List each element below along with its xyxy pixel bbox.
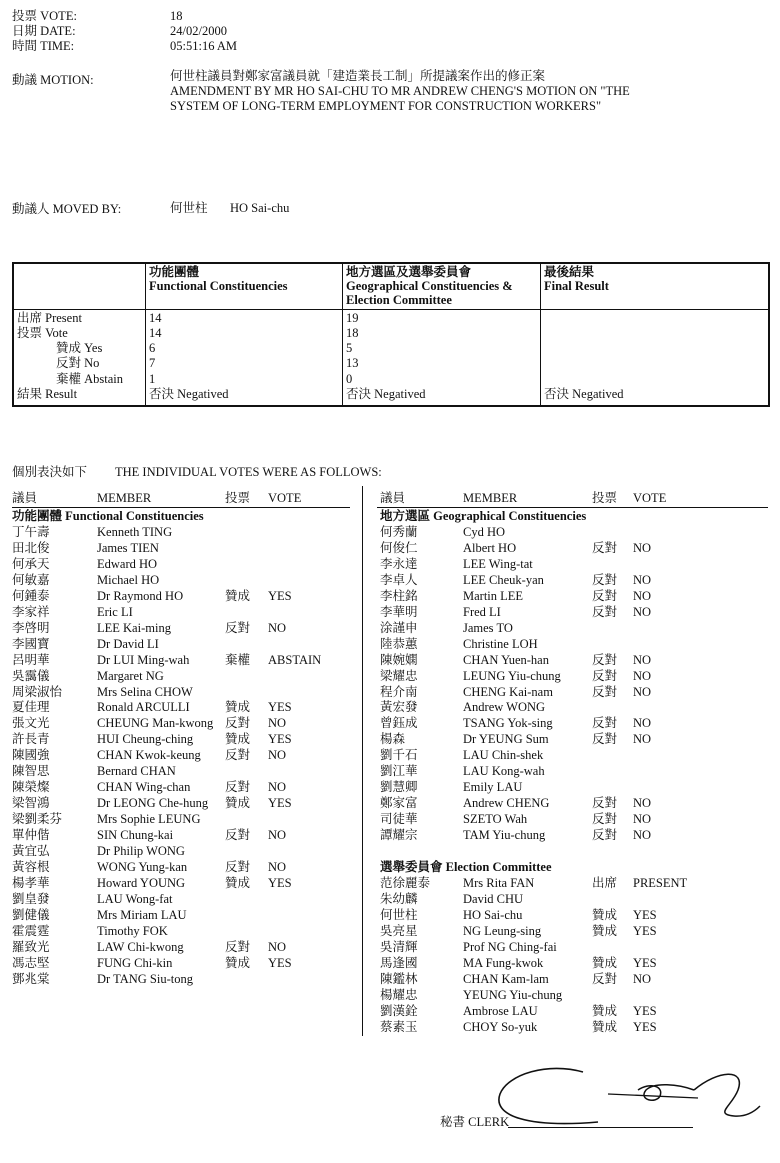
member-name-en: CHEUNG Man-kwong <box>97 716 214 731</box>
vote-en: YES <box>268 875 292 890</box>
member-name-en: YEUNG Yiu-chung <box>463 987 563 1002</box>
functional-abstain: 1 <box>149 372 156 386</box>
geo-abstain: 0 <box>346 372 353 386</box>
vote-en: NO <box>633 828 652 843</box>
vote-number-value: 18 <box>170 9 183 23</box>
vote-en: NO <box>633 684 652 699</box>
functional-header-en: Functional Constituencies <box>149 279 288 293</box>
row-label-yes: 贊成 Yes <box>56 341 103 355</box>
vote-en: NO <box>268 748 287 763</box>
member-name-zh: 陸恭蕙 <box>380 636 418 651</box>
member-name-zh: 涂謹申 <box>380 620 418 635</box>
member-name-zh: 梁智鴻 <box>12 796 50 811</box>
vote-en: NO <box>633 652 652 667</box>
vote-en: ABSTAIN <box>268 652 322 667</box>
member-name-zh: 黃容根 <box>12 859 50 874</box>
geo-header-en-line1: Geographical Constituencies & <box>346 279 513 293</box>
member-name-zh: 陳鑑林 <box>380 971 418 986</box>
member-name-zh: 黃宏發 <box>380 700 418 715</box>
member-name-zh: 吳靄儀 <box>12 668 50 683</box>
member-name-en: Albert HO <box>463 540 517 555</box>
member-name-zh: 范徐麗泰 <box>380 876 431 890</box>
member-name-zh: 蔡素玉 <box>380 1019 418 1034</box>
member-name-en: TAM Yiu-chung <box>463 828 546 843</box>
date-label: 日期 DATE: <box>12 24 76 38</box>
member-name-zh: 單仲偕 <box>12 828 50 843</box>
member-name-zh: 陳婉嫻 <box>380 652 418 667</box>
member-name-zh: 霍震霆 <box>12 923 50 938</box>
member-name-zh: 李永達 <box>380 556 418 571</box>
member-name-en: Michael HO <box>97 572 160 587</box>
time-value: 05:51:16 AM <box>170 39 238 53</box>
vote-en: YES <box>268 588 292 603</box>
vote-zh: 反對 <box>592 540 618 555</box>
member-name-en: Margaret NG <box>97 668 164 683</box>
member-name-en: Cyd HO <box>463 525 506 539</box>
vote-zh: 反對 <box>592 732 618 747</box>
member-name-zh: 呂明華 <box>12 652 50 667</box>
member-name-en: Howard YOUNG <box>97 875 186 890</box>
vote-zh: 反對 <box>592 971 618 986</box>
vote-zh: 反對 <box>225 620 251 635</box>
member-name-zh: 羅致光 <box>12 939 50 954</box>
member-name-en: Edward HO <box>97 556 158 571</box>
member-name-en: Fred LI <box>463 604 501 619</box>
clerk-signature-line <box>508 1127 693 1128</box>
vote-zh: 贊成 <box>225 796 251 811</box>
vote-en: NO <box>633 572 652 587</box>
member-name-en: Kenneth TING <box>97 525 173 539</box>
vote-zh: 反對 <box>225 780 251 795</box>
member-name-en: Bernard CHAN <box>97 764 176 779</box>
member-name-en: LAW Chi-kwong <box>97 939 184 954</box>
vote-en: NO <box>633 716 652 731</box>
member-name-en: CHAN Wing-chan <box>97 780 191 795</box>
member-name-zh: 何俊仁 <box>380 540 418 555</box>
vote-en: NO <box>633 812 652 827</box>
member-name-en: Mrs Rita FAN <box>463 876 535 890</box>
vote-zh: 反對 <box>592 668 618 683</box>
member-name-zh: 馮志堅 <box>12 955 50 970</box>
left-header-vote-en: VOTE <box>268 491 302 505</box>
vote-en: NO <box>268 780 287 795</box>
member-name-zh: 劉千石 <box>380 748 418 763</box>
member-name-en: Dr TANG Siu-tong <box>97 971 193 986</box>
vote-en: YES <box>268 955 292 970</box>
member-name-en: Mrs Miriam LAU <box>97 907 187 922</box>
vote-en: NO <box>268 828 287 843</box>
individual-votes-title-en: THE INDIVIDUAL VOTES WERE AS FOLLOWS: <box>115 465 382 479</box>
ec-section-heading: 選舉委員會 Election Committee <box>380 860 552 874</box>
member-name-zh: 何承天 <box>12 556 50 571</box>
vote-zh: 反對 <box>592 684 618 699</box>
member-name-zh: 曾鈺成 <box>380 716 418 731</box>
vote-zh: 反對 <box>225 716 251 731</box>
member-name-en: LAU Chin-shek <box>463 748 544 763</box>
vote-zh: 反對 <box>592 812 618 827</box>
vote-en: NO <box>268 939 287 954</box>
member-name-zh: 夏佳理 <box>12 700 50 715</box>
member-name-zh: 劉江華 <box>380 764 418 779</box>
member-name-zh: 司徒華 <box>380 812 418 827</box>
vote-zh: 贊成 <box>225 588 251 603</box>
vote-zh: 反對 <box>225 939 251 954</box>
member-name-en: CHENG Kai-nam <box>463 684 553 699</box>
member-name-zh: 譚耀宗 <box>380 828 418 843</box>
row-label-result: 結果 Result <box>17 387 78 401</box>
vote-zh: 反對 <box>592 588 618 603</box>
member-name-zh: 何世柱 <box>380 907 418 922</box>
geo-yes: 5 <box>346 341 353 355</box>
row-label-no: 反對 No <box>56 356 100 370</box>
right-header-member-en: MEMBER <box>463 491 518 505</box>
motion-title-en-line2: SYSTEM OF LONG-TERM EMPLOYMENT FOR CONSTRUCTION WORKERS" <box>170 99 602 113</box>
functional-yes: 6 <box>149 341 156 355</box>
moved-by-en: HO Sai-chu <box>230 201 290 215</box>
member-name-en: CHOY So-yuk <box>463 1019 538 1034</box>
geo-header-en-line2: Election Committee <box>346 293 452 307</box>
vote-zh: 反對 <box>592 796 618 811</box>
vote-zh: 反對 <box>225 748 251 763</box>
vote-en: NO <box>633 604 652 619</box>
vote-zh: 反對 <box>225 828 251 843</box>
final-header-zh: 最後結果 <box>544 265 595 279</box>
final-result: 否決 Negatived <box>544 387 624 401</box>
member-name-en: Dr YEUNG Sum <box>463 732 549 747</box>
member-name-en: CHAN Kam-lam <box>463 971 549 986</box>
geo-section-heading: 地方選區 Geographical Constituencies <box>380 509 587 523</box>
member-name-zh: 梁耀忠 <box>380 668 418 683</box>
functional-vote: 14 <box>149 326 162 340</box>
vote-en: NO <box>633 796 652 811</box>
member-name-zh: 吳亮星 <box>380 923 418 938</box>
member-name-en: HO Sai-chu <box>463 907 523 922</box>
vote-en: NO <box>268 859 287 874</box>
member-name-en: WONG Yung-kan <box>97 859 188 874</box>
member-name-en: Eric LI <box>97 604 133 619</box>
member-name-zh: 李柱銘 <box>380 588 418 603</box>
motion-title-zh: 何世柱議員對鄭家富議員就「建造業長工制」所提議案作出的修正案 <box>170 69 546 83</box>
member-name-zh: 許長青 <box>12 732 50 747</box>
member-name-zh: 朱幼麟 <box>380 891 418 906</box>
geo-vote: 18 <box>346 326 359 340</box>
functional-no: 7 <box>149 356 156 370</box>
vote-en: YES <box>633 907 657 922</box>
member-name-zh: 黃宜弘 <box>12 844 50 858</box>
date-value: 24/02/2000 <box>170 24 227 38</box>
time-label: 時間 TIME: <box>12 39 75 53</box>
vote-en: NO <box>633 540 652 555</box>
member-name-en: Christine LOH <box>463 636 538 651</box>
member-name-en: LEE Kai-ming <box>97 620 171 635</box>
member-name-en: Andrew CHENG <box>463 796 550 811</box>
member-name-zh: 吳清輝 <box>380 939 418 954</box>
member-name-en: Dr David LI <box>97 636 159 651</box>
vote-zh: 贊成 <box>592 955 618 970</box>
column-divider <box>362 486 363 1036</box>
vote-zh: 贊成 <box>592 907 618 922</box>
member-name-en: Dr Philip WONG <box>97 844 185 858</box>
right-header-vote-en: VOTE <box>633 491 667 505</box>
member-name-en: Ronald ARCULLI <box>97 700 190 715</box>
member-name-zh: 李國寶 <box>12 636 50 651</box>
clerk-signature-graphic <box>488 1060 768 1132</box>
vote-en: NO <box>268 716 287 731</box>
member-name-en: James TIEN <box>97 540 159 555</box>
member-name-zh: 劉漢銓 <box>380 1003 418 1018</box>
member-name-zh: 田北俊 <box>12 540 50 555</box>
vote-en: YES <box>633 1003 657 1018</box>
motion-title-en-line1: AMENDMENT BY MR HO SAI-CHU TO MR ANDREW CHENG'S MOTION ON "THE <box>170 84 630 98</box>
functional-present: 14 <box>149 311 162 325</box>
member-name-zh: 劉慧卿 <box>380 780 418 795</box>
member-name-en: HUI Cheung-ching <box>97 732 194 747</box>
member-name-en: Emily LAU <box>463 780 523 795</box>
vote-zh: 反對 <box>592 652 618 667</box>
member-name-en: CHAN Yuen-han <box>463 652 549 667</box>
vote-en: YES <box>268 796 292 811</box>
vote-zh: 贊成 <box>592 1019 618 1034</box>
member-name-zh: 陳智思 <box>12 764 50 779</box>
vote-en: YES <box>633 1019 657 1034</box>
member-name-en: FUNG Chi-kin <box>97 955 173 970</box>
vote-en: NO <box>633 732 652 747</box>
member-name-en: TSANG Yok-sing <box>463 716 553 731</box>
member-name-zh: 何秀蘭 <box>380 525 418 539</box>
member-name-en: Timothy FOK <box>97 923 168 938</box>
geo-header-zh: 地方選區及選舉委員會 <box>346 265 472 279</box>
member-name-en: Martin LEE <box>463 588 524 603</box>
member-name-zh: 劉皇發 <box>12 891 50 906</box>
vote-en: YES <box>268 700 292 715</box>
member-name-en: Dr Raymond HO <box>97 588 184 603</box>
left-header-member-zh: 議員 <box>12 491 38 505</box>
member-name-en: NG Leung-sing <box>463 923 542 938</box>
vote-zh: 贊成 <box>225 875 251 890</box>
member-name-en: LEE Wing-tat <box>463 556 533 571</box>
row-label-abstain: 棄權 Abstain <box>56 372 124 386</box>
row-label-present: 出席 Present <box>17 311 82 325</box>
right-header-vote-zh: 投票 <box>592 491 618 505</box>
moved-by-zh: 何世柱 <box>170 201 208 215</box>
vote-zh: 贊成 <box>592 923 618 938</box>
vote-zh: 棄權 <box>225 652 251 667</box>
vote-zh: 反對 <box>225 859 251 874</box>
member-name-zh: 李卓人 <box>380 572 418 587</box>
left-header-vote-zh: 投票 <box>225 491 251 505</box>
member-name-zh: 李家祥 <box>12 604 50 619</box>
vote-zh: 反對 <box>592 572 618 587</box>
vote-en: NO <box>633 668 652 683</box>
member-name-zh: 周梁淑怡 <box>12 684 63 699</box>
member-name-en: LEE Cheuk-yan <box>463 572 544 587</box>
functional-section-heading: 功能團體 Functional Constituencies <box>12 509 204 523</box>
functional-header-zh: 功能團體 <box>149 265 200 279</box>
member-name-zh: 楊森 <box>380 732 406 747</box>
member-name-en: LAU Wong-fat <box>97 891 173 906</box>
member-name-zh: 何敏嘉 <box>12 572 50 587</box>
row-label-vote: 投票 Vote <box>17 326 68 340</box>
clerk-label: 秘書 CLERK <box>440 1115 510 1129</box>
member-name-zh: 楊耀忠 <box>380 987 418 1002</box>
member-name-en: Andrew WONG <box>463 700 546 715</box>
vote-zh: 反對 <box>592 716 618 731</box>
geo-no: 13 <box>346 356 359 370</box>
member-name-en: Mrs Selina CHOW <box>97 684 193 699</box>
member-name-en: Ambrose LAU <box>463 1003 538 1018</box>
member-name-en: Dr LUI Ming-wah <box>97 652 190 667</box>
vote-summary-table <box>12 262 770 407</box>
member-name-en: David CHU <box>463 891 524 906</box>
vote-en: YES <box>633 923 657 938</box>
geo-present: 19 <box>346 311 359 325</box>
vote-en: NO <box>633 588 652 603</box>
member-name-en: Dr LEONG Che-hung <box>97 796 209 811</box>
member-name-zh: 楊孝華 <box>12 875 50 890</box>
member-name-zh: 鄧兆棠 <box>12 971 50 986</box>
member-name-zh: 馬逢國 <box>380 955 418 970</box>
vote-zh: 贊成 <box>225 955 251 970</box>
vote-en: PRESENT <box>633 876 688 890</box>
functional-result: 否決 Negatived <box>149 387 229 401</box>
member-name-zh: 陳國強 <box>12 748 50 763</box>
vote-zh: 贊成 <box>225 732 251 747</box>
member-name-zh: 鄭家富 <box>380 796 418 811</box>
left-header-member-en: MEMBER <box>97 491 152 505</box>
vote-zh: 贊成 <box>592 1003 618 1018</box>
member-name-zh: 陳榮燦 <box>12 780 50 795</box>
final-header-en: Final Result <box>544 279 609 293</box>
member-name-zh: 梁劉柔芬 <box>12 812 63 827</box>
member-name-en: James TO <box>463 620 513 635</box>
member-name-en: CHAN Kwok-keung <box>97 748 201 763</box>
member-name-en: SZETO Wah <box>463 812 528 827</box>
vote-zh: 出席 <box>592 876 618 890</box>
member-name-zh: 程介南 <box>380 684 418 699</box>
member-name-zh: 劉健儀 <box>12 907 50 922</box>
member-name-en: LAU Kong-wah <box>463 764 545 779</box>
vote-en: YES <box>633 955 657 970</box>
member-name-zh: 何鍾泰 <box>12 588 50 603</box>
right-header-member-zh: 議員 <box>380 491 406 505</box>
member-name-zh: 張文光 <box>12 716 50 731</box>
motion-label: 動議 MOTION: <box>12 73 94 87</box>
vote-zh: 反對 <box>592 604 618 619</box>
geo-result: 否決 Negatived <box>346 387 426 401</box>
vote-zh: 反對 <box>592 828 618 843</box>
member-name-en: Prof NG Ching-fai <box>463 939 557 954</box>
vote-en: NO <box>268 620 287 635</box>
member-name-zh: 李華明 <box>380 604 418 619</box>
member-name-en: SIN Chung-kai <box>97 828 174 843</box>
vote-en: NO <box>633 971 652 986</box>
member-name-en: Mrs Sophie LEUNG <box>97 812 201 827</box>
moved-by-label: 動議人 MOVED BY: <box>12 202 122 216</box>
vote-zh: 贊成 <box>225 700 251 715</box>
member-name-zh: 李啓明 <box>12 620 50 635</box>
individual-votes-title-zh: 個別表決如下 <box>12 465 88 479</box>
member-name-en: MA Fung-kwok <box>463 955 544 970</box>
vote-en: YES <box>268 732 292 747</box>
member-name-en: LEUNG Yiu-chung <box>463 668 561 683</box>
vote-number-label: 投票 VOTE: <box>12 9 77 23</box>
member-name-zh: 丁午壽 <box>12 525 50 539</box>
